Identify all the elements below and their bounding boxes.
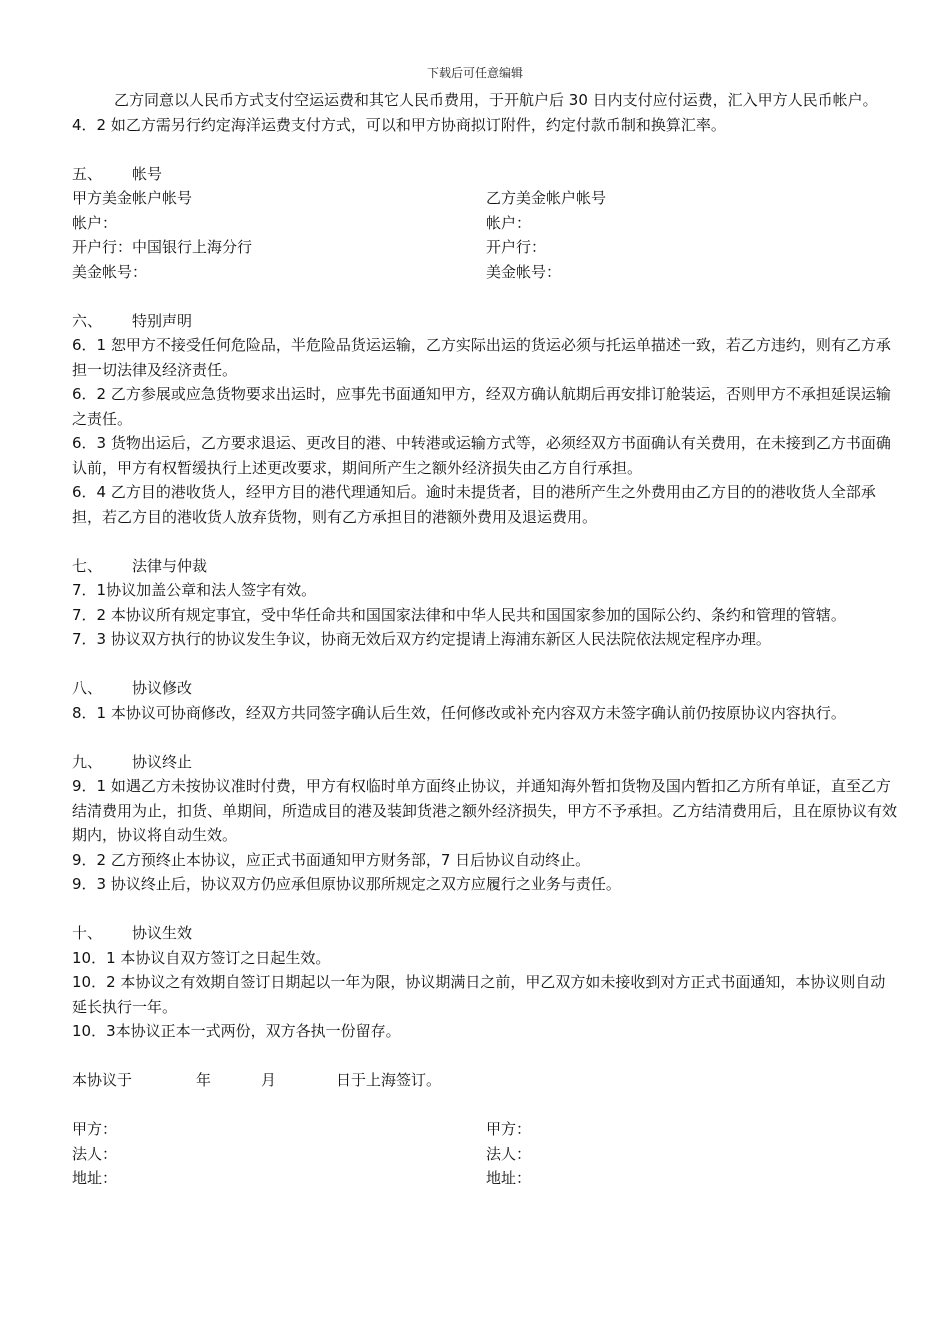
section-7-title: 七、 法律与仲裁 xyxy=(72,556,208,575)
clause-8-1: 8．1 本协议可协商修改，经双方共同签字确认后生效，任何修改或补充内容双方未签字确认前仍按原协议内容执行。 xyxy=(72,703,846,722)
clause-9-3: 9．3 协议终止后，协议双方仍应承但原协议那所规定之双方应履行之业务与责任。 xyxy=(72,875,621,893)
clause-6-3: 6．3 货物出运后，乙方要求退运、更改目的港、中转港或运输方式等，必须经双方书面确认有关费用，在未接到乙方书面确认前，甲方有权暂缓执行上述更改要求，期间所产生之额外经济损失由乙方自行承担。 xyxy=(72,434,891,477)
document-body xyxy=(72,88,900,1191)
clause-7-2: 7．2 本协议所有规定事宜，受中华任命共和国国家法律和中华人民共和国国家参加的国际公约、条约和管理的管辖。 xyxy=(72,605,846,624)
party-b-account: 乙方美金帐户帐号 帐户： 开户行： 美金帐号： xyxy=(486,189,607,281)
section-9-title: 九、 协议终止 xyxy=(72,752,193,771)
section-5-title: 五、 帐号 xyxy=(72,164,163,183)
signing-date-line: 本协议于 年 月 日于上海签订。 xyxy=(72,1071,442,1089)
section-10-title: 十、 协议生效 xyxy=(72,924,193,942)
section-6-title: 六、 特别声明 xyxy=(72,311,193,330)
account-info xyxy=(72,186,900,284)
clause-9-2: 9．2 乙方预终止本协议，应正式书面通知甲方财务部，7 日后协议自动终止。 xyxy=(72,850,591,869)
clause-4-2: 4．2 如乙方需另行约定海洋运费支付方式，可以和甲方协商拟订附件，约定付款币制和换算汇率。 xyxy=(72,115,726,134)
clause-6-4: 6．4 乙方目的港收货人，经甲方目的港代理通知后。逾时未提货者，目的港所产生之外费用由乙方目的的港收货人全部承担，若乙方目的港收货人放弃货物，则有乙方承担目的港额外费用及退运费用。 xyxy=(72,483,876,526)
clause-6-2: 6．2 乙方参展或应急货物要求出运时，应事先书面通知甲方，经双方确认航期后再安排订舱装运，否则甲方不承担延误运输之责任。 xyxy=(72,385,891,428)
signature-left: 甲方： 法人： 地址： xyxy=(72,1120,118,1187)
clause-9-1: 9．1 如遇乙方未按协议准时付费，甲方有权临时单方面终止协议，并通知海外暂扣货物及国内暂扣乙方所有单证，直至乙方结清费用为止，扣货、单期间，所造成目的港及装卸货港之额外经济损失，甲方不予承担。乙方结清费用后，且在原协议有效期内，协议将自动生效。 xyxy=(72,777,898,844)
clause-10-1: 10．1 本协议自双方签订之日起生效。 xyxy=(72,948,331,967)
signature-block xyxy=(72,1117,900,1191)
party-a-account: 甲方美金帐户帐号 帐户： 开户行：中国银行上海分行 美金帐号： xyxy=(72,189,253,281)
clause-6-1: 6．1 恕甲方不接受任何危险品，半危险品货运运输，乙方实际出运的货运必须与托运单描述一致，若乙方违约，则有乙方承担一切法律及经济责任。 xyxy=(72,336,891,379)
clause-7-1: 7．1协议加盖公章和法人签字有效。 xyxy=(72,581,317,599)
clause-10-3: 10．3本协议正本一式两份，双方各执一份留存。 xyxy=(72,1022,401,1040)
clause-7-3: 7．3 协议双方执行的协议发生争议，协商无效后双方约定提请上海浦东新区人民法院依法规定程序办理。 xyxy=(72,630,771,648)
signature-right: 甲方： 法人： 地址： xyxy=(486,1120,532,1187)
intro-paragraph: 乙方同意以人民币方式支付空运运费和其它人民币费用，于开航户后 30 日内支付应付运费，汇入甲方人民币帐户。 xyxy=(114,91,878,109)
section-8-title: 八、 协议修改 xyxy=(72,679,193,697)
clause-10-2: 10．2 本协议之有效期自签订日期起以一年为限，协议期满日之前，甲乙双方如未接收到对方正式书面通知，本协议则自动延长执行一年。 xyxy=(72,973,886,1016)
page-header: 下载后可任意编辑 xyxy=(426,66,523,80)
